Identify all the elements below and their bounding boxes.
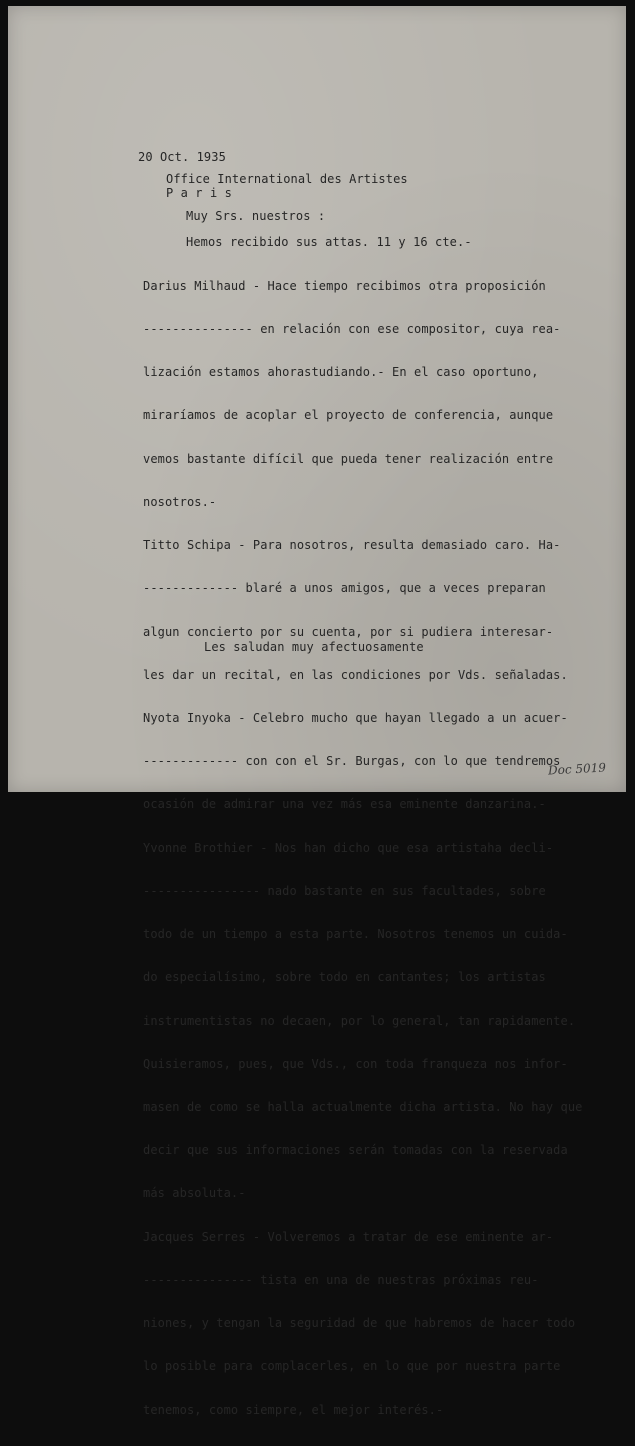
body-line: Quisieramos, pues, que Vds., con toda franqueza nos infor- <box>143 1056 568 1071</box>
body-line: instrumentistas no decaen, por lo general, tan rapidamente. <box>143 1013 576 1028</box>
body-line: tenemos, como siempre, el mejor interés.- <box>143 1402 444 1417</box>
body-line: --------------- tista en una de nuestras próximas reu- <box>143 1272 539 1287</box>
body-line: les dar un recital, en las condiciones por Vds. señaladas. <box>143 667 568 682</box>
closing-line: Les saludan muy afectuosamente <box>204 640 424 654</box>
letter-date: 20 Oct. 1935 <box>138 150 226 164</box>
body-line: ---------------- nado bastante en sus facultades, sobre <box>143 883 546 898</box>
body-line: Yvonne Brothier - Nos han dicho que esa artistaha decli- <box>143 840 554 855</box>
body-line: masen de como se halla actualmente dicha artista. No hay que <box>143 1099 583 1114</box>
letter-body <box>143 250 582 1446</box>
body-line: miraríamos de acoplar el proyecto de conferencia, aunque <box>143 408 554 423</box>
body-line: Titto Schipa - Para nosotros, resulta demasiado caro. Ha- <box>143 538 561 553</box>
body-line: niones, y tengan la seguridad de que habremos de hacer todo <box>143 1316 576 1331</box>
body-line: algun concierto por su cuenta, por si pudiera interesar- <box>143 624 554 639</box>
body-line: nosotros.- <box>143 494 217 509</box>
opening-line: Hemos recibido sus attas. 11 y 16 cte.- <box>186 235 472 249</box>
body-line: más absoluta.- <box>143 1186 246 1201</box>
body-line: decir que sus informaciones serán tomadas con la reservada <box>143 1143 568 1158</box>
body-line: do especialísimo, sobre todo en cantantes; los artistas <box>143 970 546 985</box>
archive-annotation: Doc 5019 <box>547 760 607 778</box>
body-line: vemos bastante difícil que pueda tener realización entre <box>143 451 554 466</box>
recipient-name: Office International des Artistes <box>166 172 408 186</box>
body-line: ocasión de admirar una vez más esa eminente danzarina.- <box>143 797 546 812</box>
recipient-city: P a r i s <box>166 186 232 200</box>
body-line: Jacques Serres - Volveremos a tratar de ese eminente ar- <box>143 1229 554 1244</box>
body-line: lo posible para complacerles, en lo que por nuestra parte <box>143 1359 561 1374</box>
body-line: ------------- blaré a unos amigos, que a veces preparan <box>143 581 546 596</box>
body-line: ------------- con con el Sr. Burgas, con lo que tendremos <box>143 754 561 769</box>
body-line: lización estamos ahorastudiando.- En el caso oportuno, <box>143 365 539 380</box>
body-line: Darius Milhaud - Hace tiempo recibimos otra proposición <box>143 278 546 293</box>
body-line: Nyota Inyoka - Celebro mucho que hayan llegado a un acuer- <box>143 711 568 725</box>
body-line: todo de un tiempo a esta parte. Nosotros tenemos un cuida- <box>143 927 568 942</box>
salutation: Muy Srs. nuestros : <box>186 209 326 223</box>
body-line: --------------- en relación con ese compositor, cuya rea- <box>143 322 561 337</box>
letter-sheet <box>8 6 626 1417</box>
